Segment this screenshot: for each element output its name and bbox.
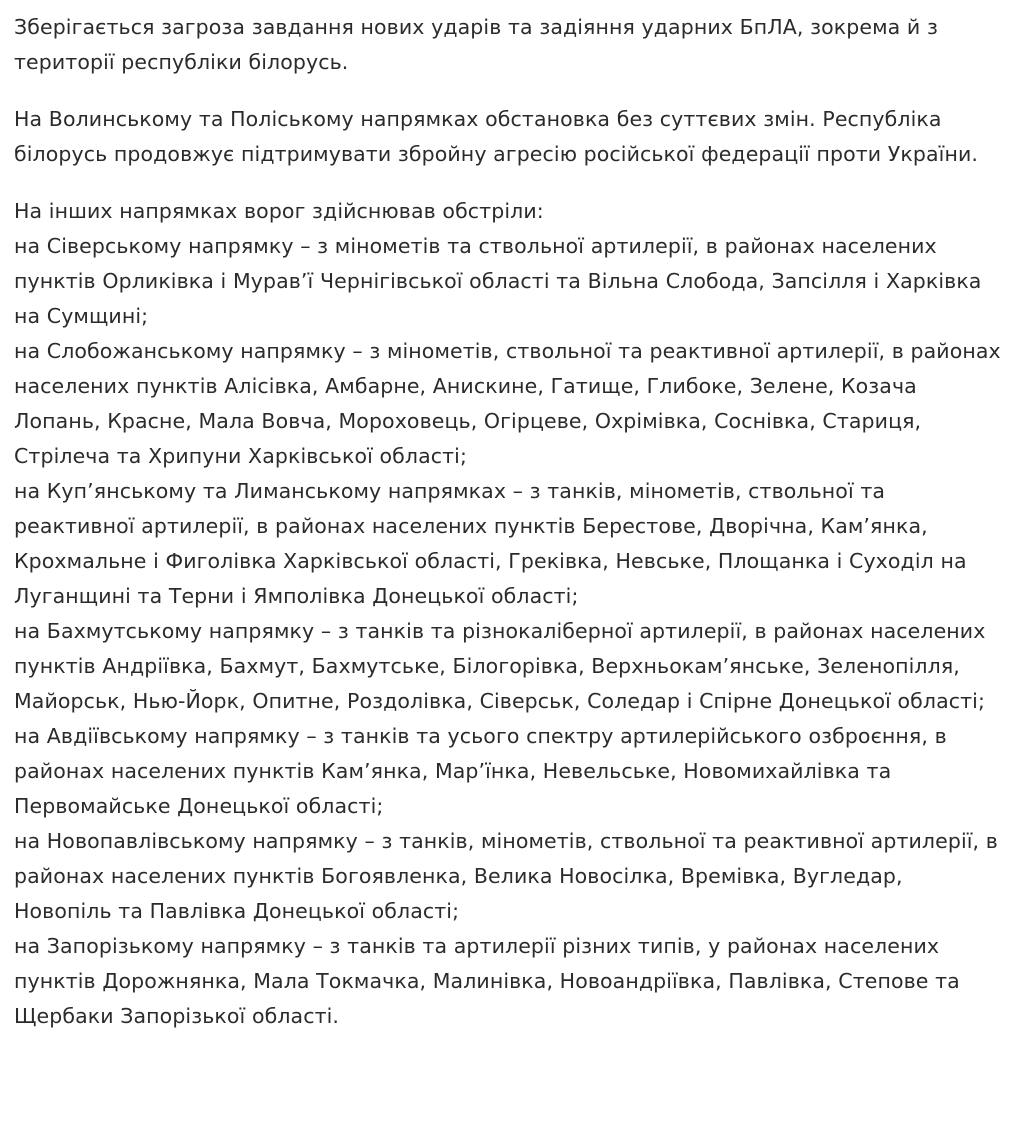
shelling-item-zaporizhzhia: на Запорізькому напрямку – з танків та артилерії різних типів, у районах населених пунктів Дорожнянка, Мала Токмачка, Малинівка, Новоандріївка, Павлівка, Степове та Щербаки Запорізької області.	[14, 934, 960, 1028]
shelling-item-novopavlivka: на Новопавлівському напрямку – з танків, мінометів, ствольної та реактивної артилерії, в районах населених пунктів Богоявленка, Велика Новосілка, Времівка, Вугледар, Новопіль та Павлівка Донецької області;	[14, 829, 998, 923]
shelling-item-kupiansk-lyman: на Куп’янському та Лиманському напрямках – з танків, мінометів, ствольної та реактивної артилерії, в районах населених пунктів Берестове, Дворічна, Кам’янка, Крохмальне і Фиголівка Харківської області, Греківка, Невське, Площанка і Суходіл на Луганщині та Терни і Ямполівка Донецької області;	[14, 479, 967, 608]
shelling-item-slobozhanske: на Слобожанському напрямку – з мінометів, ствольної та реактивної артилерії, в районах населених пунктів Алісівка, Амбарне, Аниcкине, Гатище, Глибоке, Зелене, Козача Лопань, Красне, Мала Вовча, Мороховець, Огірцеве, Охрімівка, Соснівка, Стариця, Стрілеча та Хрипуни Харківської області;	[14, 339, 1001, 468]
shelling-item-avdiivka: на Авдіївському напрямку – з танків та усього спектру артилерійського озброєння, в районах населених пунктів Кам’янка, Мар’їнка, Невельське, Новомихайлівка та Первомайське Донецької області;	[14, 724, 947, 818]
shelling-item-bakhmut: на Бахмутському напрямку – з танків та різнокаліберної артилерії, в районах населених пунктів Андріївка, Бахмут, Бахмутське, Білогорівка, Верхньокам’янське, Зеленопілля, Майорськ, Нью-Йорк, Опитне, Роздолівка, Сіверськ, Соледар і Спірне Донецької області;	[14, 619, 986, 713]
shelling-section-lead: На інших напрямках ворог здійснював обстріли:	[14, 199, 544, 223]
paragraph-threat-warning: Зберігається загроза завдання нових ударів та задіяння ударних БпЛА, зокрема й з території республіки білорусь.	[14, 15, 938, 74]
shelling-section	[14, 194, 1001, 1034]
paragraph-volyn-polissia: На Волинському та Поліському напрямках обстановка без суттєвих змін. Республіка білорусь продовжує підтримувати збройну агресію російської федерації проти України.	[14, 107, 978, 166]
shelling-item-siversk: на Сіверському напрямку – з мінометів та ствольної артилерії, в районах населених пунктів Орликівка і Мурав’ї Чернігівської області та Вільна Слобода, Запсілля і Харківка на Сумщині;	[14, 234, 982, 328]
